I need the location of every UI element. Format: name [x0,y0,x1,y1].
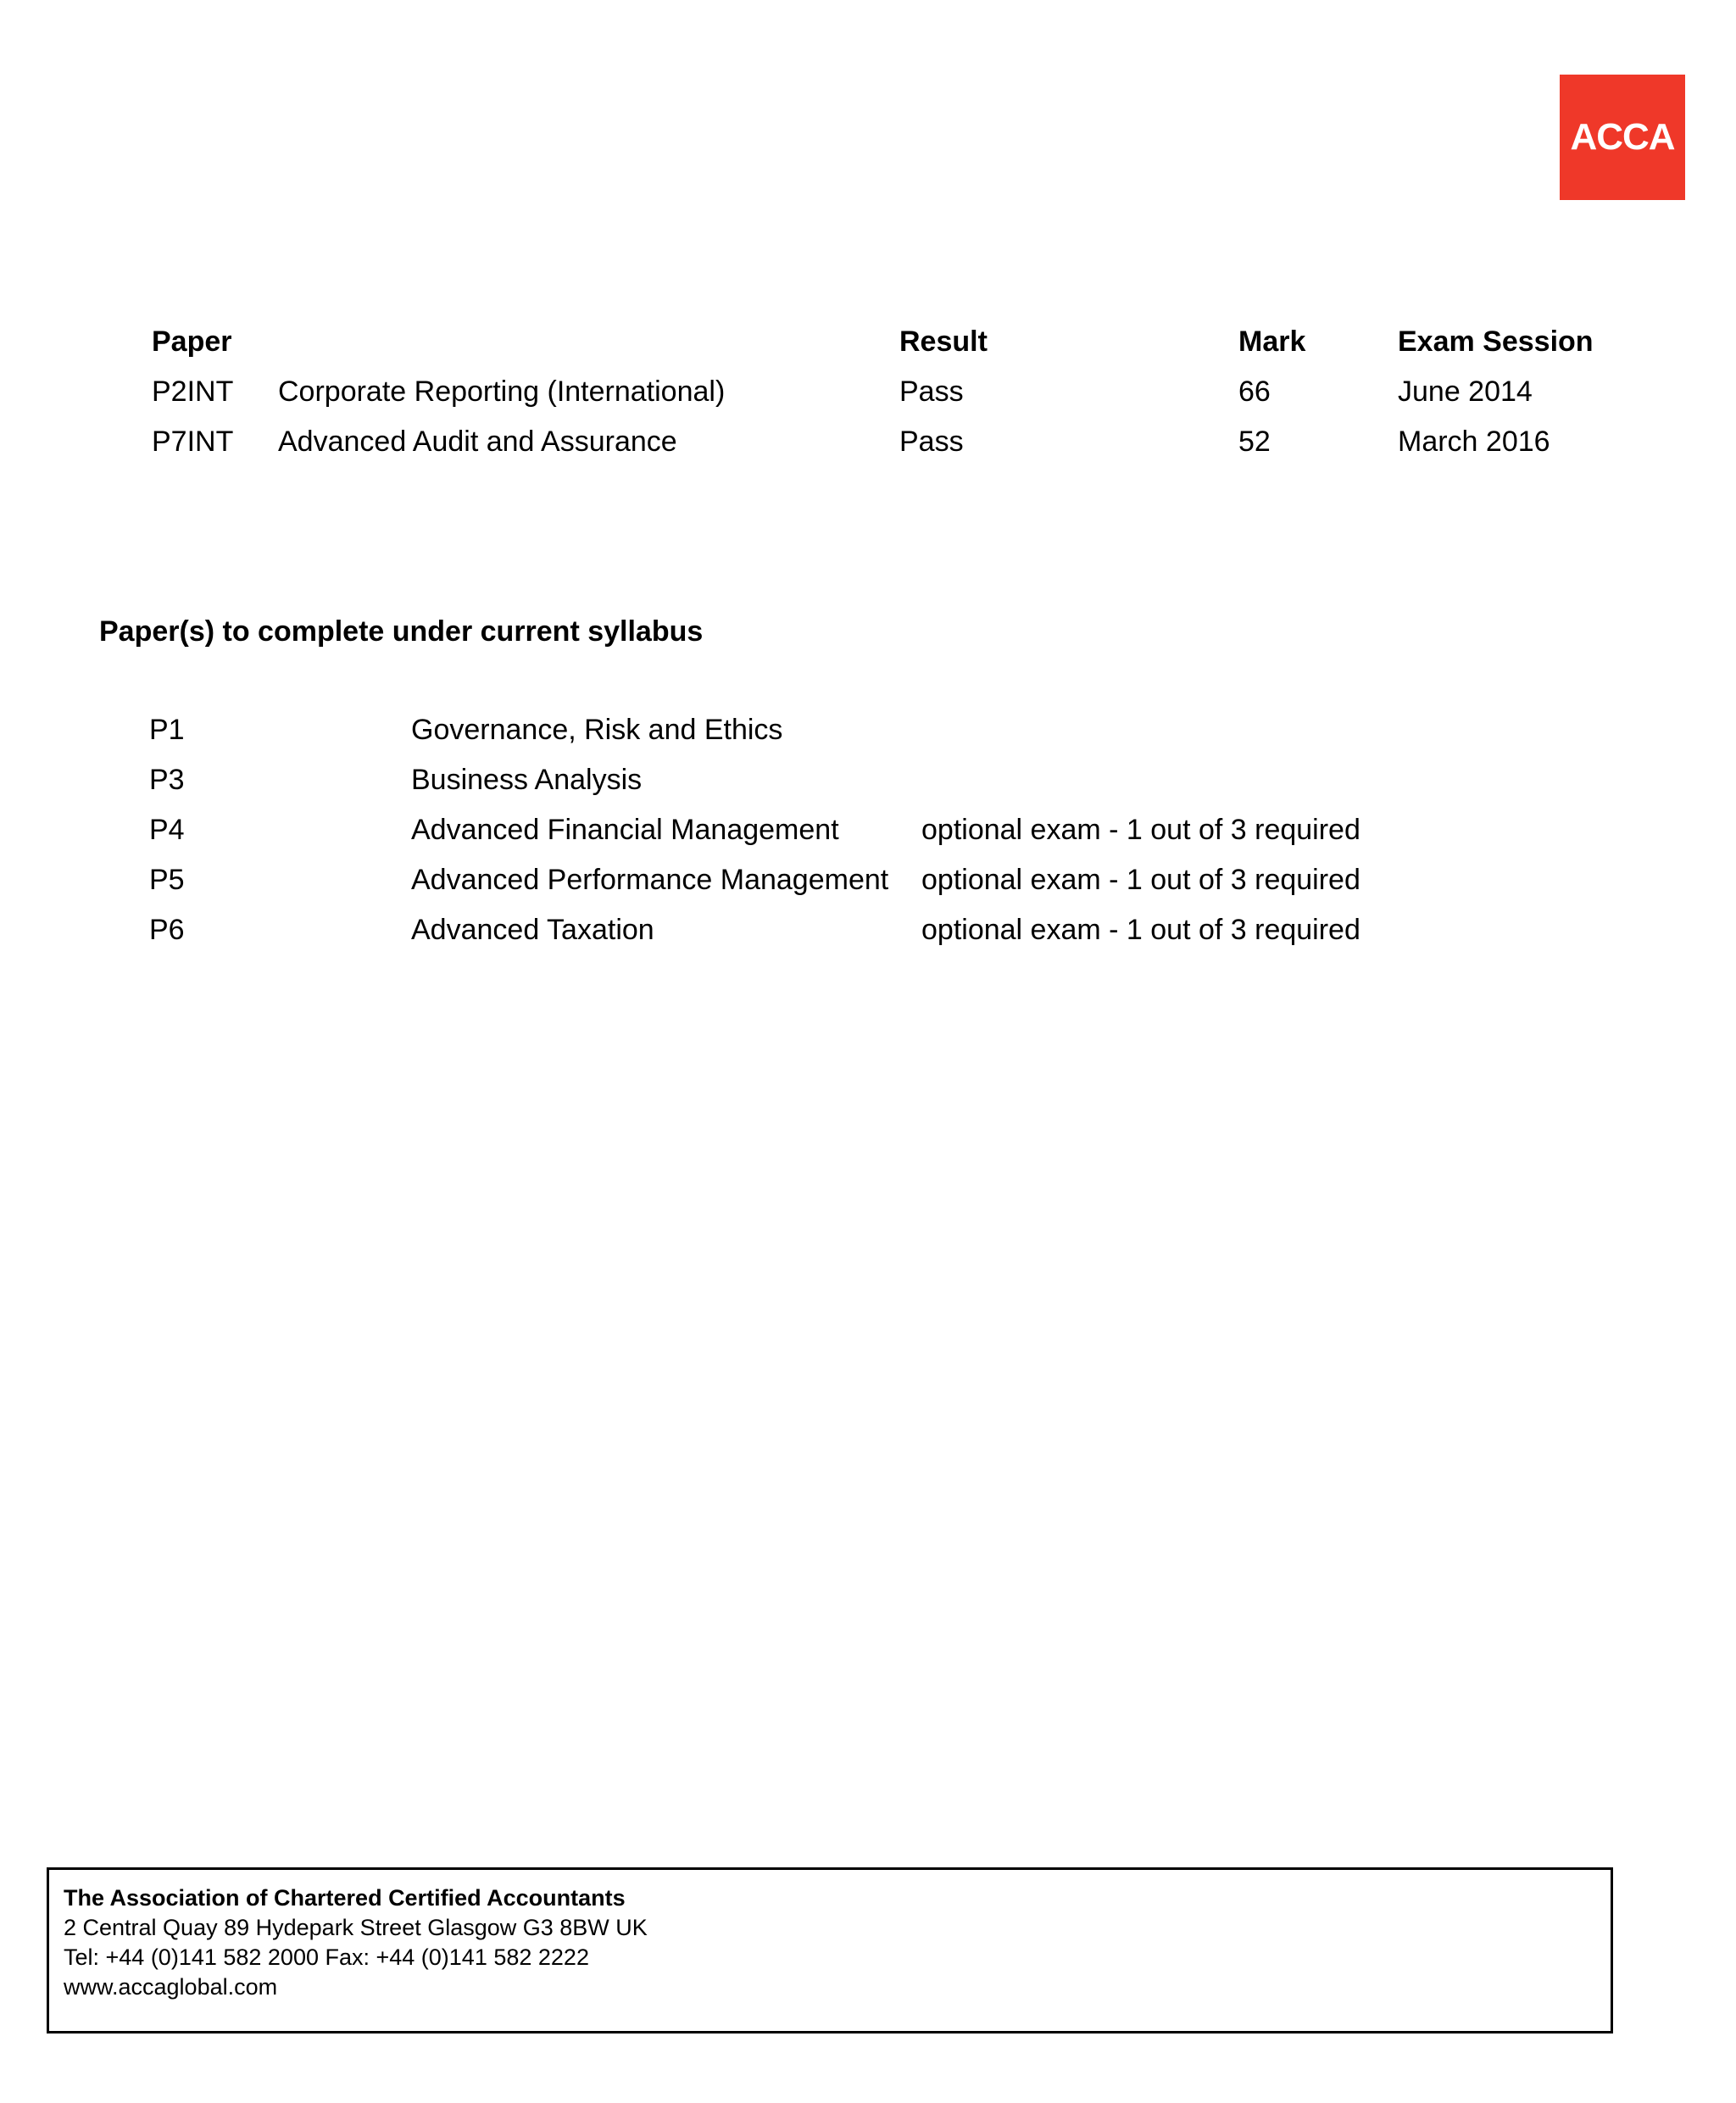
remaining-note: optional exam - 1 out of 3 required [921,814,1360,846]
header-result: Result [899,325,988,358]
paper-session: June 2014 [1398,376,1533,408]
remaining-note: optional exam - 1 out of 3 required [921,864,1360,896]
footer-address: 2 Central Quay 89 Hydepark Street Glasgow G3 8BW UK [64,1915,648,1940]
paper-code: P7INT [152,426,234,458]
remaining-code: P5 [149,864,185,896]
paper-result: Pass [899,376,964,408]
paper-name: Corporate Reporting (International) [278,376,726,408]
remaining-code: P3 [149,764,185,796]
remaining-name: Advanced Financial Management [411,814,839,846]
footer-website-link[interactable]: www.accaglobal.com [64,1974,278,2000]
remaining-code: P6 [149,914,185,946]
remaining-name: Advanced Performance Management [411,864,889,896]
paper-name: Advanced Audit and Assurance [278,426,677,458]
remaining-name: Business Analysis [411,764,643,796]
header-exam-session: Exam Session [1398,325,1594,358]
acca-logo [1560,75,1685,200]
header-mark: Mark [1238,325,1306,358]
remaining-papers-title: Paper(s) to complete under current syllabus [99,615,704,648]
footer-contact: Tel: +44 (0)141 582 2000 Fax: +44 (0)141 582 2222 [64,1944,589,1970]
paper-mark: 52 [1238,426,1271,458]
logo-text: ACCA [1570,116,1675,158]
paper-session: March 2016 [1398,426,1550,458]
remaining-note: optional exam - 1 out of 3 required [921,914,1360,946]
paper-result: Pass [899,426,964,458]
remaining-name: Governance, Risk and Ethics [411,714,783,746]
remaining-code: P1 [149,714,185,746]
paper-code: P2INT [152,376,234,408]
footer-org-name: The Association of Chartered Certified Accountants [64,1885,626,1911]
remaining-name: Advanced Taxation [411,914,654,946]
footer-contact-box [47,1867,1613,2033]
paper-mark: 66 [1238,376,1271,408]
header-paper: Paper [152,325,232,358]
remaining-code: P4 [149,814,185,846]
